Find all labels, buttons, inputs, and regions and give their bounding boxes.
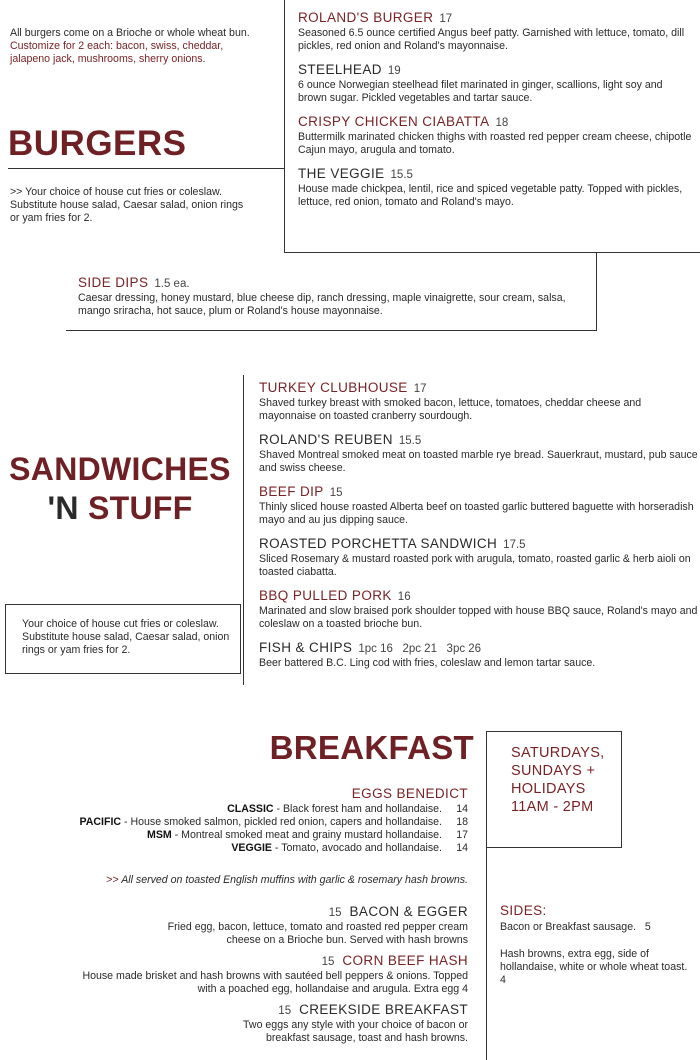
burgers-side-note: >> Your choice of house cut fries or coleslaw. Substitute house salad, Caesar salad, onion rings or yam fries for 2. — [10, 186, 244, 224]
item-title — [78, 275, 593, 292]
item-title — [259, 432, 699, 449]
item-name: CRISPY CHICKEN CIABATTA — [298, 114, 490, 129]
benedict-list — [8, 803, 468, 855]
item-description: Shaved Montreal smoked meat on toasted marble rye bread. Sauerkraut, mustard, pub sauce and swiss cheese. — [259, 449, 698, 474]
item-name: THE VEGGIE — [298, 166, 385, 181]
item-price: 15 — [278, 1005, 292, 1017]
item-name: SIDE DIPS — [78, 275, 149, 290]
item-price: 1.5 ea. — [154, 278, 190, 290]
burgers-box-left — [284, 0, 285, 253]
breakfast-menu-list — [68, 904, 468, 1045]
breakfast-sides — [500, 903, 697, 987]
burgers-divider — [8, 168, 285, 169]
sandwiches-vertical-divider — [243, 375, 244, 685]
item-description: House made brisket and hash browns with sautéed bell peppers & onions. Topped with a poached egg, hollandaise and arugula. Extra egg 4 — [82, 970, 468, 995]
item-title — [259, 588, 699, 605]
item-name: TURKEY CLUBHOUSE — [259, 380, 408, 395]
item-description: Caesar dressing, honey mustard, blue cheese dip, ranch dressing, maple vinaigrette, sour cream, salsa, mango sriracha, hot sauce, plum or Roland's house mayonnaise. — [78, 292, 566, 317]
item-description: Buttermilk marinated chicken thighs with roasted red pepper cream cheese, chipotle Cajun mayo, arugula and tomato. — [298, 131, 692, 156]
item-title — [68, 904, 468, 921]
item-price: 18 — [495, 117, 509, 129]
burger-menu-list — [298, 10, 693, 209]
menu-item — [68, 1002, 468, 1045]
menu-item — [298, 10, 693, 53]
item-description: House made chickpea, lentil, rice and spiced vegetable patty. Topped with pickles, lettuce, red onion, tomato and Roland's mayo. — [298, 183, 683, 208]
menu-item — [68, 904, 468, 947]
menu-item — [259, 588, 699, 631]
item-title — [68, 1002, 468, 1019]
item-title — [259, 484, 699, 501]
item-title — [259, 640, 699, 657]
item-description: Sliced Rosemary & mustard roasted pork with arugula, tomato, roasted garlic & herb aioli on toasted ciabatta. — [259, 553, 691, 578]
breakfast-vertical-divider — [486, 848, 487, 1060]
side-dips-box-bottom — [66, 330, 597, 331]
item-name: BEEF DIP — [259, 484, 324, 499]
benedict-desc: - Black forest ham and hollandaise. — [273, 803, 442, 815]
item-name: ROLAND'S REUBEN — [259, 432, 393, 447]
menu-item — [259, 640, 699, 670]
benedict-price: 14 — [456, 842, 468, 854]
sides-extras: Hash browns, extra egg, side of hollandaise, white or whole wheat toast. 4 — [500, 948, 697, 986]
burger-intro-plain: All burgers come on a Brioche or whole wheat bun. — [10, 27, 250, 39]
benedict-desc: - Montreal smoked meat and grainy mustard hollandaise. — [171, 829, 442, 841]
benedict-name: PACIFIC — [79, 816, 122, 828]
benedict-name: MSM — [147, 829, 172, 841]
item-name: CORN BEEF HASH — [342, 953, 468, 968]
benedict-name: CLASSIC — [227, 803, 274, 815]
item-title — [298, 10, 693, 27]
benedict-desc: - House smoked salmon, pickled red onion, capers and hollandaise. — [121, 816, 442, 828]
item-name: ROLAND'S BURGER — [298, 10, 434, 25]
sides-title: SIDES: — [500, 903, 547, 918]
benedict-row — [8, 842, 468, 855]
item-name: BACON & EGGER — [349, 904, 468, 919]
sandwiches-heading-line2 — [4, 489, 236, 528]
item-price: 17 — [413, 383, 427, 395]
item-title — [259, 380, 699, 397]
item-price: 15.5 — [398, 435, 422, 447]
benedict-name: VEGGIE — [231, 842, 272, 854]
item-price: 15 — [321, 956, 335, 968]
item-price: 16 — [397, 591, 411, 603]
item-title — [298, 166, 693, 183]
sandwiches-heading-line1: SANDWICHES — [9, 451, 231, 487]
item-price: 15.5 — [390, 169, 413, 181]
hours-line: 11AM - 2PM — [511, 799, 594, 815]
item-description: Shaved turkey breast with smoked bacon, lettuce, tomatoes, cheddar cheese and mayonnaise on toasted cranberry sourdough. — [259, 397, 642, 422]
breakfast-heading: BREAKFAST — [269, 729, 474, 766]
benedict-row — [8, 816, 468, 829]
menu-item — [68, 953, 468, 996]
hours-line: HOLIDAYS — [511, 781, 586, 797]
burgers-heading: BURGERS — [8, 124, 187, 163]
item-description: Two eggs any style with your choice of bacon or breakfast sausage, toast and hash browns. — [243, 1019, 468, 1044]
hours-line: SATURDAYS, — [511, 745, 605, 761]
burger-intro — [10, 27, 255, 66]
sandwiches-note: Your choice of house cut fries or coleslaw. Substitute house salad, Caesar salad, onion rings or yam fries for 2. — [22, 618, 230, 656]
item-description: Fried egg, bacon, lettuce, tomato and roasted red pepper cream cheese on a Brioche bun. Served with hash browns — [167, 921, 468, 946]
item-name: STEELHEAD — [298, 62, 382, 77]
item-description: Thinly sliced house roasted Alberta beef on toasted garlic buttered baguette with horseradish mayo and au jus dipping sauce. — [259, 501, 694, 526]
item-price: 15 — [329, 487, 343, 499]
breakfast-hours-box — [486, 731, 622, 848]
benedict-row — [8, 803, 468, 816]
benedict-price: 18 — [456, 816, 468, 828]
item-price: 15 — [328, 907, 342, 919]
benedict-price: 14 — [456, 803, 468, 815]
sides-meat: Bacon or Breakfast sausage. 5 — [500, 921, 651, 933]
benedict-note-arrow: >> — [106, 874, 119, 886]
side-dips-box-right — [596, 253, 597, 331]
item-title — [259, 536, 699, 553]
menu-item — [259, 536, 699, 579]
burger-intro-customize: Customize for 2 each: bacon, swiss, cheddar, jalapeno jack, mushrooms, sherry onions. — [10, 40, 224, 65]
heading-stuff: STUFF — [78, 490, 193, 526]
eggs-benedict-title: EGGS BENEDICT — [351, 786, 468, 801]
item-name: BBQ PULLED PORK — [259, 588, 392, 603]
benedict-note-text: All served on toasted English muffins with garlic & rosemary hash browns. — [118, 874, 468, 886]
menu-item — [259, 484, 699, 527]
item-price: 17.5 — [503, 539, 526, 551]
item-name: FISH & CHIPS — [259, 640, 353, 655]
benedict-price: 17 — [456, 829, 468, 841]
menu-item — [298, 166, 693, 209]
item-description: Seasoned 6.5 ounce certified Angus beef patty. Garnished with lettuce, tomato, dill pickles, red onion and Roland's mayonnaise. — [298, 27, 685, 52]
benedict-note — [106, 874, 468, 887]
benedict-desc: - Tomato, avocado and hollandaise. — [271, 842, 442, 854]
benedict-row — [8, 829, 468, 842]
item-description: Beer battered B.C. Ling cod with fries, coleslaw and lemon tartar sauce. — [259, 657, 596, 669]
menu-item — [298, 114, 693, 157]
hours-line: SUNDAYS + — [511, 763, 596, 779]
item-price: 19 — [387, 65, 401, 77]
item-title — [68, 953, 468, 970]
side-dips — [78, 275, 593, 318]
heading-n: 'N — [47, 490, 79, 526]
item-title — [298, 114, 693, 131]
item-title — [298, 62, 693, 79]
burgers-box-bottom — [284, 252, 700, 253]
menu-item — [298, 62, 693, 105]
item-description: Marinated and slow braised pork shoulder topped with house BBQ sauce, Roland's mayo and coleslaw on a toasted brioche bun. — [259, 605, 698, 630]
item-price: 17 — [439, 13, 453, 25]
item-name: CREEKSIDE BREAKFAST — [299, 1002, 468, 1017]
sandwiches-heading — [4, 450, 236, 528]
menu-item — [259, 380, 699, 423]
sandwich-menu-list — [259, 380, 699, 670]
item-description: 6 ounce Norwegian steelhead filet marinated in ginger, scallions, light soy and brown sugar. Pickled vegetables and tartar sauce. — [298, 79, 663, 104]
item-name: ROASTED PORCHETTA SANDWICH — [259, 536, 498, 551]
item-price: 1pc 16 2pc 21 3pc 26 — [358, 643, 482, 655]
menu-item — [259, 432, 699, 475]
